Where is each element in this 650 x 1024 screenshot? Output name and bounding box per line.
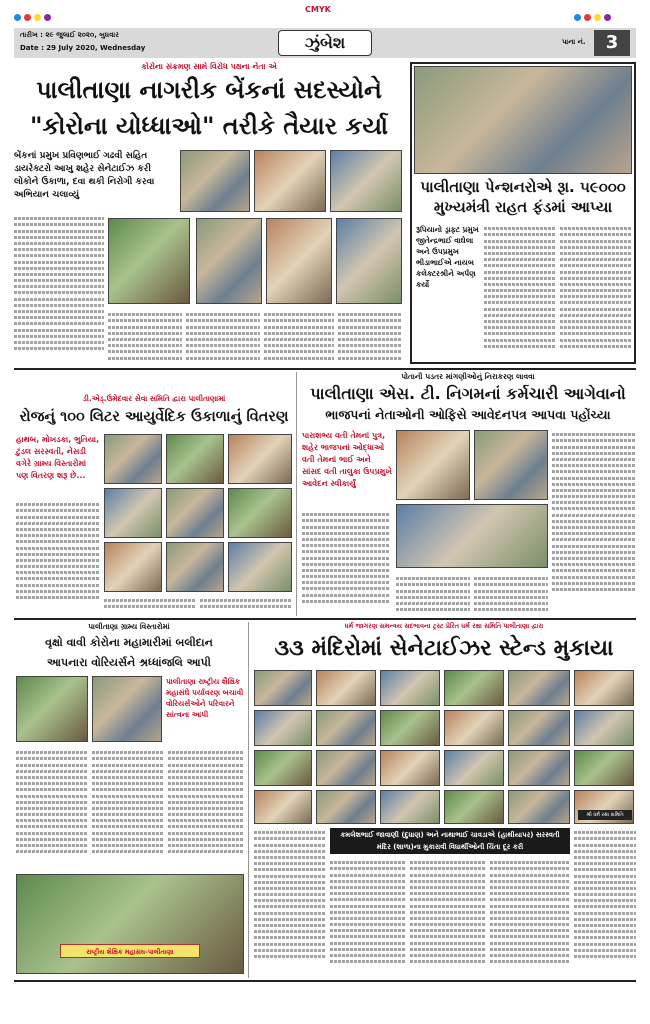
- article5-group-photo: [16, 874, 244, 974]
- article4-photo-1: [104, 434, 162, 484]
- article2-photo: [414, 66, 632, 174]
- column-divider: [296, 372, 297, 616]
- article6-photo-1: [254, 670, 312, 706]
- article3-photo-2: [474, 430, 548, 500]
- dot-icon: [44, 14, 51, 21]
- article3-side-caption: પારાશભ્ય વતી તેમનાં પુત્ર, શહેર ભાજપનાં ઓદ્ધાઓ વતી તેમનાં ભાઈ અને સાંસદ વતી તાલુકા ઉપપ્રમુખે આવેદન સ્વીકાર્યું: [302, 431, 392, 488]
- article3-headline-line1: પાલીતાણા એસ. ટી. નિગમનાં કર્મચારી આગેવાનો: [310, 384, 626, 403]
- article6-photo-14: [316, 750, 376, 786]
- article3-photo-1: [396, 430, 470, 500]
- article2-body-col2: [560, 224, 632, 358]
- article1-body-col3: [186, 310, 260, 364]
- article2-headline-line1: પાલીતાણા પેન્શનરોએ રૂા. ૫૯૦૦૦: [420, 178, 626, 196]
- article1-headline-line2: "કોરોના યોધ્ધાઓ" તરીકે તૈયાર કર્યા: [30, 112, 388, 140]
- article4-side-caption: હાથબ, મોખડકા, ભુતિયા, ટુંડલ સરસ્વતી, નેસડી વગેરે ગ્રામ્ય વિસ્તારોમાં પણ વિતરણ શરૂ છે...: [16, 435, 100, 480]
- article1-body-col5: [338, 310, 402, 364]
- article5-body-col1: [16, 748, 88, 868]
- article6-photo-10: [444, 710, 504, 746]
- article4-headline: રોજનું ૧૦૦ લિટર આયુર્વેદિક ઉકાળાનું વિતરણ: [19, 409, 289, 425]
- article6-photo-5: [508, 670, 570, 706]
- article6-photo-13: [254, 750, 312, 786]
- dot-icon: [594, 14, 601, 21]
- article4-body-col3: [200, 596, 292, 614]
- article2-body-col1: [484, 224, 556, 358]
- dot-icon: [14, 14, 21, 21]
- article1-headline-line1: પાલીતાણા નાગરીક બેંકનાં સદસ્યોને: [36, 76, 382, 104]
- article3-headline-line2: ભાજપનાં નેતાઓની ઓફિસે આવેદનપત્ર આપવા પહોંચ્યા: [325, 407, 611, 422]
- article1-body-col2: [108, 310, 182, 364]
- article1-photo-7: [336, 218, 402, 304]
- article4-photo-3: [228, 434, 292, 484]
- article4-body-col1: [16, 500, 100, 614]
- article6-body-col4: [490, 858, 570, 974]
- article1-body-col4: [264, 310, 334, 364]
- column-divider: [248, 622, 249, 978]
- article1-subhead: બેંકનાં પ્રમુખ પ્રવિણભાઈ ગઢવી સહિત ડાયરેક્ટરો આખુ શહેર સેનેટાઈઝ કરી લોકોને ઉકાળા, દવા થકી નિરોગી કરવા અભિયાન ચલાવ્યું: [14, 151, 155, 200]
- page-label: પાના નં.: [562, 38, 586, 46]
- article6-photo-11: [508, 710, 570, 746]
- article6-photo-8: [316, 710, 376, 746]
- article5-body-col3: [168, 748, 244, 868]
- divider: [14, 368, 636, 370]
- article6-photo-18: [574, 750, 634, 786]
- article5-banner: રાષ્ટ્રીય શૈક્ષિક મહાસંઘ-પાલીતાણા: [60, 944, 200, 958]
- article4-photo-7: [104, 542, 162, 592]
- cmyk-label: CMYK: [305, 5, 331, 14]
- article6-photo-15: [380, 750, 440, 786]
- article6-photo-20: [316, 790, 376, 824]
- bottom-border: [14, 980, 636, 982]
- article6-body-col1: [254, 828, 326, 974]
- article3-kicker: પોતાની પડતર માંગણીઓનું નિરાકરણ લાવવા: [401, 372, 535, 381]
- page-number: 3: [594, 30, 630, 56]
- article6-photo-6: [574, 670, 634, 706]
- article3-photo-3: [396, 504, 548, 568]
- article6-photo-7: [254, 710, 312, 746]
- article4-photo-8: [166, 542, 224, 592]
- dot-icon: [24, 14, 31, 21]
- article6-photo-22: [444, 790, 504, 824]
- article6-body-col3: [410, 858, 486, 974]
- article5-photo-2: [92, 676, 162, 742]
- article5-kicker: પાલીતાણા ગ્રામ્ય વિસ્તારોમાં: [88, 622, 170, 631]
- dot-icon: [34, 14, 41, 21]
- newspaper-logo: ઝુંબેશ: [278, 30, 372, 56]
- color-dots-right: [574, 6, 614, 25]
- article6-photo-21: [380, 790, 440, 824]
- article6-photo-16: [444, 750, 504, 786]
- article6-body-col5: [574, 828, 636, 974]
- dot-icon: [574, 14, 581, 21]
- article6-photo-12: [574, 710, 634, 746]
- article1-photo-5: [196, 218, 262, 304]
- date-english: Date : 29 July 2020, Wednesday: [20, 44, 146, 52]
- article6-photo-tag: શ્રી ધર્મ રક્ષા સમિતિ: [578, 810, 632, 820]
- article3-body-col2: [396, 574, 470, 614]
- article6-photo-17: [508, 750, 570, 786]
- article4-photo-5: [166, 488, 224, 538]
- article2-caption: રૂપિયાનો ડ્રાફ્ટ પ્રમુખ જીતેન્દ્રભાઈ વાઘેલા અને ઉપપ્રમુખ ભીડાભાઈએ નાયબ કલેક્ટરશ્રીને અર્પણ કર્યો: [416, 225, 479, 289]
- article6-photo-9: [380, 710, 440, 746]
- article6-headline: ૩૩ મંદિરોમાં સેનેટાઈઝર સ્ટેન્ડ મુકાયા: [274, 636, 614, 661]
- article6-photo-2: [316, 670, 376, 706]
- article1-kicker: કોરોના સંક્રમણ સામે વિરોધ પક્ષના નેતા એ: [141, 62, 277, 71]
- article1-photo-6: [266, 218, 332, 304]
- article5-headline-line1: વૃક્ષો વાવી કોરોના મહામારીમાં બલીદાન: [45, 636, 213, 649]
- article1-body-col1: [14, 214, 104, 364]
- dot-icon: [604, 14, 611, 21]
- article4-photo-6: [228, 488, 292, 538]
- article5-side-caption: પાલીતાણા રાષ્ટ્રીય શૈક્ષિક મહાસંઘે પર્યાવરણ બચાવી વોરિયર્સઓને પરિવારને સાંત્વના આપી: [166, 677, 244, 719]
- dot-icon: [584, 14, 591, 21]
- article5-body-col2: [92, 748, 164, 868]
- article6-photo-4: [444, 670, 504, 706]
- article4-body-col2: [104, 596, 196, 614]
- article6-body-col2: [330, 858, 406, 974]
- article4-kicker: ડી.એડ્.ઉમેદવાર સેવા સમિતિ દ્વારા પાલીતાણામાં: [82, 394, 226, 403]
- article3-body-col3: [474, 574, 548, 614]
- article5-photo-1: [16, 676, 88, 742]
- article3-body-col4: [552, 430, 636, 614]
- article1-photo-3: [330, 150, 402, 212]
- article5-headline-line2: આપનારા વોરિયર્સને શ્રધ્ધાંજલિ આપી: [47, 656, 211, 669]
- article3-body-col1: [302, 510, 390, 614]
- article6-photo-19: [254, 790, 312, 824]
- article6-kicker: ધર્મ જાગરણ સમન્વય સદભાવના ટ્રસ્ટ પ્રેરિત ધર્મ રક્ષા સમિતિ પાલીતાણા દ્વારા: [344, 622, 544, 630]
- article6-photo-3: [380, 670, 440, 706]
- article6-photo-23: [508, 790, 570, 824]
- article1-photo-4: [108, 218, 190, 304]
- divider: [14, 618, 636, 620]
- article4-photo-4: [104, 488, 162, 538]
- article2-headline-line2: મુખ્યમંત્રી રાહત ફંડમાં આપ્યા: [433, 198, 613, 216]
- article6-box-caption: કમલેશભાઈ જાવાણી (દુધાણ) અને નાથાભાઈ ચાવડાએ (હાથીયાપર) સરસ્વતી મંદિર (શાળા)ના મુકારાવી વિધાર્થીઓની ચિંતા દૂર કરી: [330, 828, 570, 854]
- article4-photo-9: [228, 542, 292, 592]
- article1-photo-1: [180, 150, 250, 212]
- date-gujarati: તારીખ : ૨૯ જુલાઈ ૨૦૨૦, બુધવાર: [20, 31, 119, 39]
- article4-photo-2: [166, 434, 224, 484]
- article1-photo-2: [254, 150, 326, 212]
- color-dots-left: [14, 6, 54, 25]
